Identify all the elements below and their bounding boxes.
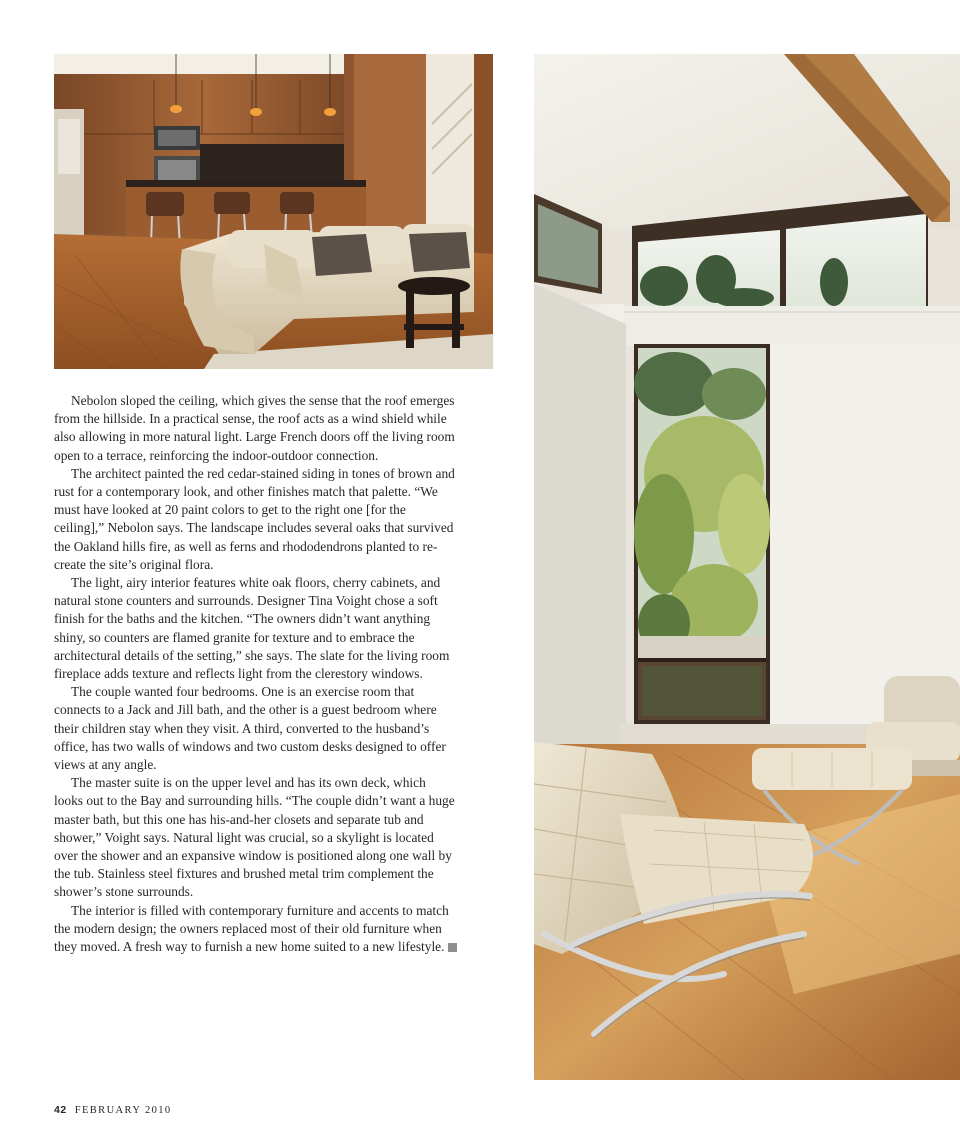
kitchen-photo-illustration bbox=[54, 54, 493, 369]
living-room-photo-illustration bbox=[534, 54, 960, 1080]
article-paragraph: Nebolon sloped the ceiling, which gives the sense that the roof emerges from the hillside. In a practical sense, the roof acts as a wind shield while also allowing in more natural light. Large French doors off the living room open to a terrace, reinforcing the indoor-outdoor connection. bbox=[54, 393, 455, 463]
issue-date: FEBRUARY 2010 bbox=[74, 1105, 172, 1116]
article-body bbox=[54, 392, 458, 956]
end-of-article-square-icon bbox=[448, 943, 457, 952]
article-paragraph-final-text: The interior is filled with contemporary furniture and accents to match the modern design; the owners replaced most of their old furniture when they moved. A fresh way to furnish a new home suited to a new lifestyle. bbox=[54, 902, 449, 955]
article-paragraph: The architect painted the red cedar-stained siding in tones of brown and rust for a contemporary look, and other finishes match that palette. “We must have looked at 20 paint colors to get to the right one [for the ceiling],” Nebolon says. The landscape includes several oaks that survived the Oakland hills fire, as well as ferns and rhododendrons planted to re-create the site’s original flora. bbox=[54, 465, 455, 572]
article-paragraph-final bbox=[54, 902, 458, 957]
page-folio bbox=[54, 1104, 172, 1116]
page-number: 42 bbox=[54, 1104, 67, 1116]
article-paragraph: The light, airy interior features white oak floors, cherry cabinets, and natural stone counters and surrounds. Designer Tina Voight chose a soft finish for the baths and the kitchen. “The owners didn’t want anything shiny, so counters are flamed granite for texture and to embrace the architectural details of the setting,” she says. The slate for the living room fireplace adds texture and reflects light from the clerestory windows. bbox=[54, 575, 450, 682]
article-paragraph: The master suite is on the upper level and has its own deck, which looks out to the Bay and surrounding hills. “The couple didn’t want a huge master bath, but this one has his-and-her closets and separate tub and shower,” Voight says. Natural light was crucial, so a skylight is located over the shower and an expansive window is positioned along one wall by the tub. Stainless steel fixtures and brushed metal trim complement the shower’s stone surrounds. bbox=[54, 775, 455, 900]
living-room-photo bbox=[534, 54, 960, 1080]
kitchen-living-photo bbox=[54, 54, 493, 369]
article-paragraph: The couple wanted four bedrooms. One is an exercise room that connects to a Jack and Jill bath, and the other is a guest bedroom where their children stay when they visit. A third, converted to the husband’s office, has two walls of windows and two custom desks designed to offer views at any angle. bbox=[54, 684, 446, 773]
